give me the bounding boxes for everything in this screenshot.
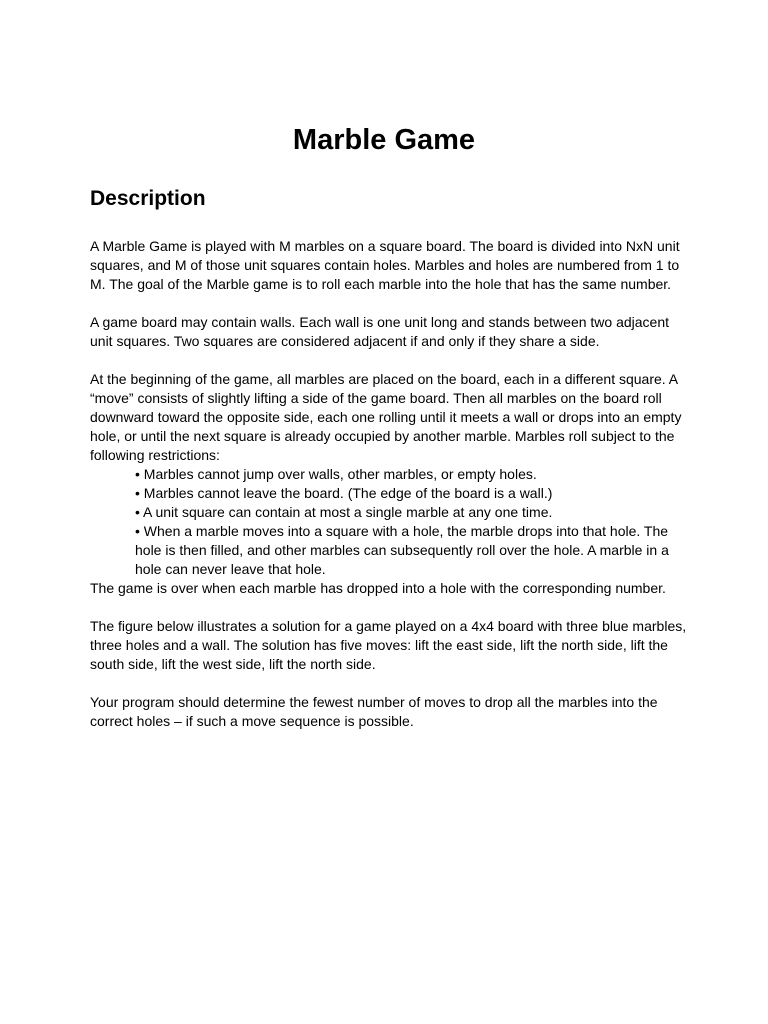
restriction-text: When a marble moves into a square with a hole, the marble drops into that hole. The hole is then filled, and other marbles can subsequently roll over the hole. A marble in a hole can never leave that hole.: [135, 523, 669, 577]
bullet-icon: •: [135, 466, 140, 482]
page-title: Marble Game: [292, 124, 476, 156]
description-body: [90, 237, 690, 750]
paragraph-figure: The figure below illustrates a solution for a game played on a 4x4 board with three blue marbles, three holes and a wall. The solution has five moves: lift the east side, lift the north side, lift the south side, lift the west side, lift the north side.: [90, 618, 687, 672]
list-item: [135, 522, 690, 579]
restriction-text: Marbles cannot jump over walls, other marbles, or empty holes.: [143, 466, 537, 482]
paragraph-moves: At the beginning of the game, all marbles are placed on the board, each in a different square. A “move” consists of slightly lifting a side of the game board. Then all marbles on the board roll downward toward the opposite side, each one rolling until it meets a wall or drops into an empty hole, or until the next square is already occupied by another marble. Marbles roll subject to the following restrictions:: [90, 371, 682, 463]
list-item: [135, 465, 690, 484]
list-item: [135, 503, 690, 522]
restrictions-list: [90, 465, 690, 579]
paragraph-intro: A Marble Game is played with M marbles on a square board. The board is divided into NxN unit squares, and M of those unit squares contain holes. Marbles and holes are numbered from 1 to M. The goal of the Marble game is to roll each marble into the hole that has the same number.: [90, 238, 680, 292]
bullet-icon: •: [135, 523, 140, 539]
bullet-icon: •: [135, 504, 140, 520]
section-heading-description: Description: [90, 187, 206, 210]
paragraph-walls: A game board may contain walls. Each wall is one unit long and stands between two adjacent unit squares. Two squares are considered adjacent if and only if they share a side.: [90, 314, 670, 349]
bullet-icon: •: [135, 485, 140, 501]
restriction-text: A unit square can contain at most a single marble at any one time.: [143, 504, 553, 520]
paragraph-game-over: The game is over when each marble has dropped into a hole with the corresponding number.: [90, 580, 666, 596]
list-item: [135, 484, 690, 503]
restriction-text: Marbles cannot leave the board. (The edge of the board is a wall.): [143, 485, 553, 501]
paragraph-program: Your program should determine the fewest number of moves to drop all the marbles into the correct holes – if such a move sequence is possible.: [90, 694, 658, 729]
